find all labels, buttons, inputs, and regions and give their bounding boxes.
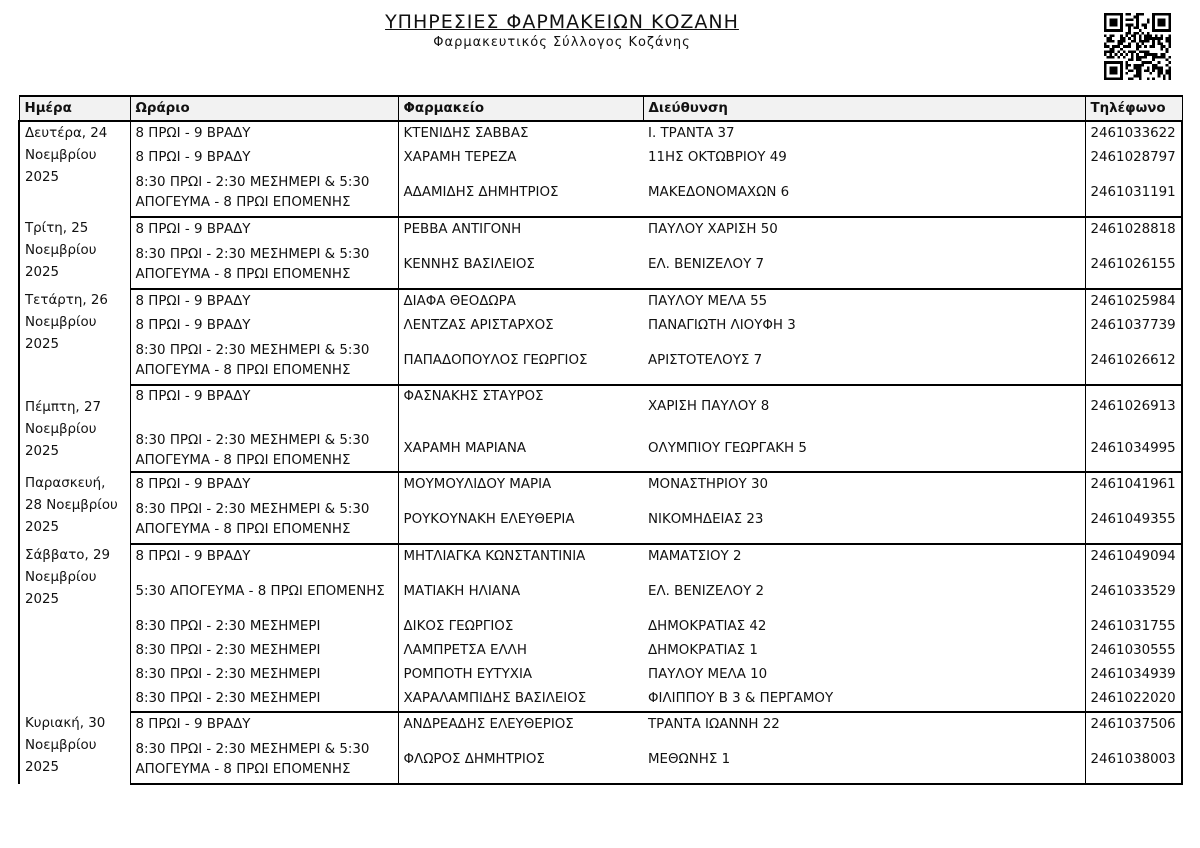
pharmacy-cell: ΜΗΤΛΙΑΓΚΑ ΚΩΝΣΤΑΝΤΙΝΙΑ — [403, 549, 586, 564]
table-row — [19, 217, 1182, 242]
hours-cell: 8:30 ΠΡΩΙ - 2:30 ΜΕΣΗΜΕΡΙ & 5:30 ΑΠΟΓΕΥΜΑ - 8 ΠΡΩΙ ΕΠΟΜΕΝΗΣ — [130, 427, 398, 472]
address-cell: ΧΑΡΙΣΗ ΠΑΥΛΟΥ 8 — [648, 398, 770, 414]
day-cell: Σάββατο, 29 Νοεμβρίου 2025 — [19, 544, 130, 712]
phone-cell: 2461049094 — [1085, 544, 1182, 569]
table-row — [19, 712, 1182, 737]
qr-code-icon — [1104, 13, 1171, 80]
hours-cell: 8:30 ΠΡΩΙ - 2:30 ΜΕΣΗΜΕΡΙ & 5:30 ΑΠΟΓΕΥΜΑ - 8 ΠΡΩΙ ΕΠΟΜΕΝΗΣ — [130, 242, 398, 289]
address-cell: ΝΙΚΟΜΗΔΕΙΑΣ 23 — [643, 497, 1085, 544]
address-cell: ΜΕΘΩΝΗΣ 1 — [643, 737, 1085, 784]
address-cell: ΦΙΛΙΠΠΟΥ Β 3 & ΠΕΡΓΑΜΟΥ — [643, 687, 1085, 712]
address-cell: 11ΗΣ ΟΚΤΩΒΡΙΟΥ 49 — [648, 150, 787, 165]
phone-cell: 2461031755 — [1085, 615, 1182, 639]
address-cell: ΔΗΜΟΚΡΑΤΙΑΣ 1 — [648, 643, 758, 658]
phone-cell: 2461034939 — [1085, 663, 1182, 687]
day-cell: Τρίτη, 25 Νοεμβρίου 2025 — [19, 217, 130, 289]
table-row — [19, 121, 1182, 146]
hours-cell: 8:30 ΠΡΩΙ - 2:30 ΜΕΣΗΜΕΡΙ — [130, 615, 398, 639]
pharmacy-cell: ΜΑΤΙΑΚΗ ΗΛΙΑΝΑ — [403, 584, 521, 599]
pharmacy-cell: ΔΙΑΦΑ ΘΕΟΔΩΡΑ — [403, 294, 516, 309]
header-address: Διεύθυνση — [643, 96, 1085, 121]
table-row — [19, 737, 1182, 784]
day-cell: Παρασκευή, 28 Νοεμβρίου 2025 — [19, 472, 130, 544]
table-row — [19, 687, 1182, 712]
hours-cell: 8 ΠΡΩΙ - 9 ΒΡΑΔΥ — [130, 146, 398, 170]
pharmacy-cell: ΧΑΡΑΜΗ ΜΑΡΙΑΝΑ — [398, 427, 643, 472]
hours-cell: 8 ΠΡΩΙ - 9 ΒΡΑΔΥ — [130, 289, 398, 314]
phone-cell: 2461025984 — [1085, 289, 1182, 314]
phone-cell: 2461041961 — [1085, 472, 1182, 497]
address-cell: Ι. ΤΡΑΝΤΑ 37 — [648, 126, 735, 141]
hours-cell: 8 ΠΡΩΙ - 9 ΒΡΑΔΥ — [130, 472, 398, 497]
table-row — [19, 569, 1182, 615]
hours-cell: 8:30 ΠΡΩΙ - 2:30 ΜΕΣΗΜΕΡΙ & 5:30 ΑΠΟΓΕΥΜΑ - 8 ΠΡΩΙ ΕΠΟΜΕΝΗΣ — [130, 170, 398, 217]
day-cell: Τετάρτη, 26 Νοεμβρίου 2025 — [19, 289, 130, 385]
hours-cell: 8:30 ΠΡΩΙ - 2:30 ΜΕΣΗΜΕΡΙ & 5:30 ΑΠΟΓΕΥΜΑ - 8 ΠΡΩΙ ΕΠΟΜΕΝΗΣ — [130, 737, 398, 784]
address-cell: ΕΛ. ΒΕΝΙΖΕΛΟΥ 7 — [643, 242, 1085, 289]
phone-cell: 2461026155 — [1085, 242, 1182, 289]
page-title: ΥΠΗΡΕΣΙΕΣ ΦΑΡΜΑΚΕΙΩΝ ΚΟΖΑΝΗ — [385, 11, 739, 33]
phone-cell: 2461034995 — [1085, 427, 1182, 472]
address-cell: ΠΑΝΑΓΙΩΤΗ ΛΙΟΥΦΗ 3 — [648, 318, 796, 333]
table-row — [19, 146, 1182, 170]
pharmacy-cell: ΦΛΩΡΟΣ ΔΗΜΗΤΡΙΟΣ — [398, 737, 643, 784]
pharmacy-cell: ΡΟΜΠΟΤΗ ΕΥΤΥΧΙΑ — [403, 667, 533, 682]
pharmacy-cell: ΧΑΡΑΛΑΜΠΙΔΗΣ ΒΑΣΙΛΕΙΟΣ — [398, 687, 643, 712]
pharmacy-cell: ΛΑΜΠΡΕΤΣΑ ΕΛΛΗ — [403, 643, 527, 658]
address-cell: ΑΡΙΣΤΟΤΕΛΟΥΣ 7 — [643, 338, 1085, 385]
phone-cell: 2461022020 — [1085, 687, 1182, 712]
phone-cell: 2461049355 — [1085, 497, 1182, 544]
address-cell: ΔΗΜΟΚΡΑΤΙΑΣ 42 — [648, 619, 767, 634]
hours-cell: 8 ΠΡΩΙ - 9 ΒΡΑΔΥ — [130, 121, 398, 146]
table-body — [19, 121, 1182, 784]
address-cell: ΜΑΚΕΔΟΝΟΜΑΧΩΝ 6 — [643, 170, 1085, 217]
table-header-row — [19, 96, 1182, 121]
address-cell: ΕΛ. ΒΕΝΙΖΕΛΟΥ 2 — [648, 584, 765, 599]
day-cell: Δευτέρα, 24 Νοεμβρίου 2025 — [19, 121, 130, 217]
phone-cell: 2461028797 — [1085, 146, 1182, 170]
pharmacy-schedule-table — [18, 95, 1183, 785]
hours-cell: 8:30 ΠΡΩΙ - 2:30 ΜΕΣΗΜΕΡΙ & 5:30 ΑΠΟΓΕΥΜΑ - 8 ΠΡΩΙ ΕΠΟΜΕΝΗΣ — [130, 338, 398, 385]
document-header — [0, 10, 1124, 51]
phone-cell: 2461038003 — [1085, 737, 1182, 784]
table-row — [19, 170, 1182, 217]
header-phone: Τηλέφωνο — [1085, 96, 1182, 121]
hours-cell: 8:30 ΠΡΩΙ - 2:30 ΜΕΣΗΜΕΡΙ — [130, 687, 398, 712]
pharmacy-cell: ΡΕΒΒΑ ΑΝΤΙΓΟΝΗ — [403, 222, 522, 237]
phone-cell: 2461037739 — [1085, 314, 1182, 338]
table-row — [19, 338, 1182, 385]
address-cell: ΟΛΥΜΠΙΟΥ ΓΕΩΡΓΑΚΗ 5 — [643, 427, 1085, 472]
table-row — [19, 663, 1182, 687]
day-cell: Πέμπτη, 27 Νοεμβρίου 2025 — [19, 385, 130, 472]
table-row — [19, 544, 1182, 569]
pharmacy-cell: ΑΝΔΡΕΑΔΗΣ ΕΛΕΥΘΕΡΙΟΣ — [403, 717, 574, 732]
pharmacy-cell: ΚΤΕΝΙΔΗΣ ΣΑΒΒΑΣ — [403, 126, 529, 141]
page-subtitle: Φαρμακευτικός Σύλλογος Κοζάνης — [433, 35, 691, 50]
header-pharmacy: Φαρμακείο — [398, 96, 643, 121]
pharmacy-cell: ΦΑΣΝΑΚΗΣ ΣΤΑΥΡΟΣ — [403, 389, 544, 404]
address-cell: ΠΑΥΛΟΥ ΧΑΡΙΣΗ 50 — [648, 222, 778, 237]
hours-cell: 5:30 ΑΠΟΓΕΥΜΑ - 8 ΠΡΩΙ ΕΠΟΜΕΝΗΣ — [130, 569, 398, 615]
table-row — [19, 472, 1182, 497]
address-cell: ΜΟΝΑΣΤΗΡΙΟΥ 30 — [648, 477, 769, 492]
table-row — [19, 615, 1182, 639]
phone-cell: 2461031191 — [1085, 170, 1182, 217]
hours-cell: 8 ΠΡΩΙ - 9 ΒΡΑΔΥ — [130, 217, 398, 242]
hours-cell: 8 ΠΡΩΙ - 9 ΒΡΑΔΥ — [130, 544, 398, 569]
pharmacy-cell: ΡΟΥΚΟΥΝΑΚΗ ΕΛΕΥΘΕΡΙΑ — [398, 497, 643, 544]
hours-cell: 8:30 ΠΡΩΙ - 2:30 ΜΕΣΗΜΕΡΙ — [130, 663, 398, 687]
hours-cell: 8:30 ΠΡΩΙ - 2:30 ΜΕΣΗΜΕΡΙ — [130, 639, 398, 663]
address-cell: ΠΑΥΛΟΥ ΜΕΛΑ 10 — [648, 667, 768, 682]
table-row — [19, 497, 1182, 544]
day-cell: Κυριακή, 30 Νοεμβρίου 2025 — [19, 712, 130, 784]
phone-cell: 2461030555 — [1085, 639, 1182, 663]
header-day: Ημέρα — [19, 96, 130, 121]
phone-cell: 2461026612 — [1085, 338, 1182, 385]
hours-cell: 8 ΠΡΩΙ - 9 ΒΡΑΔΥ — [130, 712, 398, 737]
pharmacy-cell: ΠΑΠΑΔΟΠΟΥΛΟΣ ΓΕΩΡΓΙΟΣ — [398, 338, 643, 385]
hours-cell: 8:30 ΠΡΩΙ - 2:30 ΜΕΣΗΜΕΡΙ & 5:30 ΑΠΟΓΕΥΜΑ - 8 ΠΡΩΙ ΕΠΟΜΕΝΗΣ — [130, 497, 398, 544]
hours-cell: 8 ΠΡΩΙ - 9 ΒΡΑΔΥ — [130, 385, 398, 427]
pharmacy-cell: ΚΕΝΝΗΣ ΒΑΣΙΛΕΙΟΣ — [398, 242, 643, 289]
header-hours: Ωράριο — [130, 96, 398, 121]
table-row — [19, 385, 1182, 427]
phone-cell: 2461033622 — [1085, 121, 1182, 146]
table-row — [19, 314, 1182, 338]
address-cell: ΠΑΥΛΟΥ ΜΕΛΑ 55 — [648, 294, 768, 309]
pharmacy-cell: ΔΙΚΟΣ ΓΕΩΡΓΙΟΣ — [403, 619, 514, 634]
table-row — [19, 427, 1182, 472]
table-row — [19, 242, 1182, 289]
pharmacy-cell: ΜΟΥΜΟΥΛΙΔΟΥ ΜΑΡΙΑ — [403, 477, 552, 492]
pharmacy-cell: ΑΔΑΜΙΔΗΣ ΔΗΜΗΤΡΙΟΣ — [398, 170, 643, 217]
table-row — [19, 289, 1182, 314]
phone-cell: 2461033529 — [1085, 569, 1182, 615]
address-cell: ΜΑΜΑΤΣΙΟΥ 2 — [648, 549, 742, 564]
table-row — [19, 639, 1182, 663]
address-cell: ΤΡΑΝΤΑ ΙΩΑΝΝΗ 22 — [648, 717, 780, 732]
pharmacy-cell: ΛΕΝΤΖΑΣ ΑΡΙΣΤΑΡΧΟΣ — [403, 318, 554, 333]
phone-cell: 2461037506 — [1085, 712, 1182, 737]
phone-cell: 2461028818 — [1085, 217, 1182, 242]
pharmacy-cell: ΧΑΡΑΜΗ ΤΕΡΕΖΑ — [403, 150, 517, 165]
phone-cell: 2461026913 — [1085, 385, 1182, 427]
hours-cell: 8 ΠΡΩΙ - 9 ΒΡΑΔΥ — [130, 314, 398, 338]
